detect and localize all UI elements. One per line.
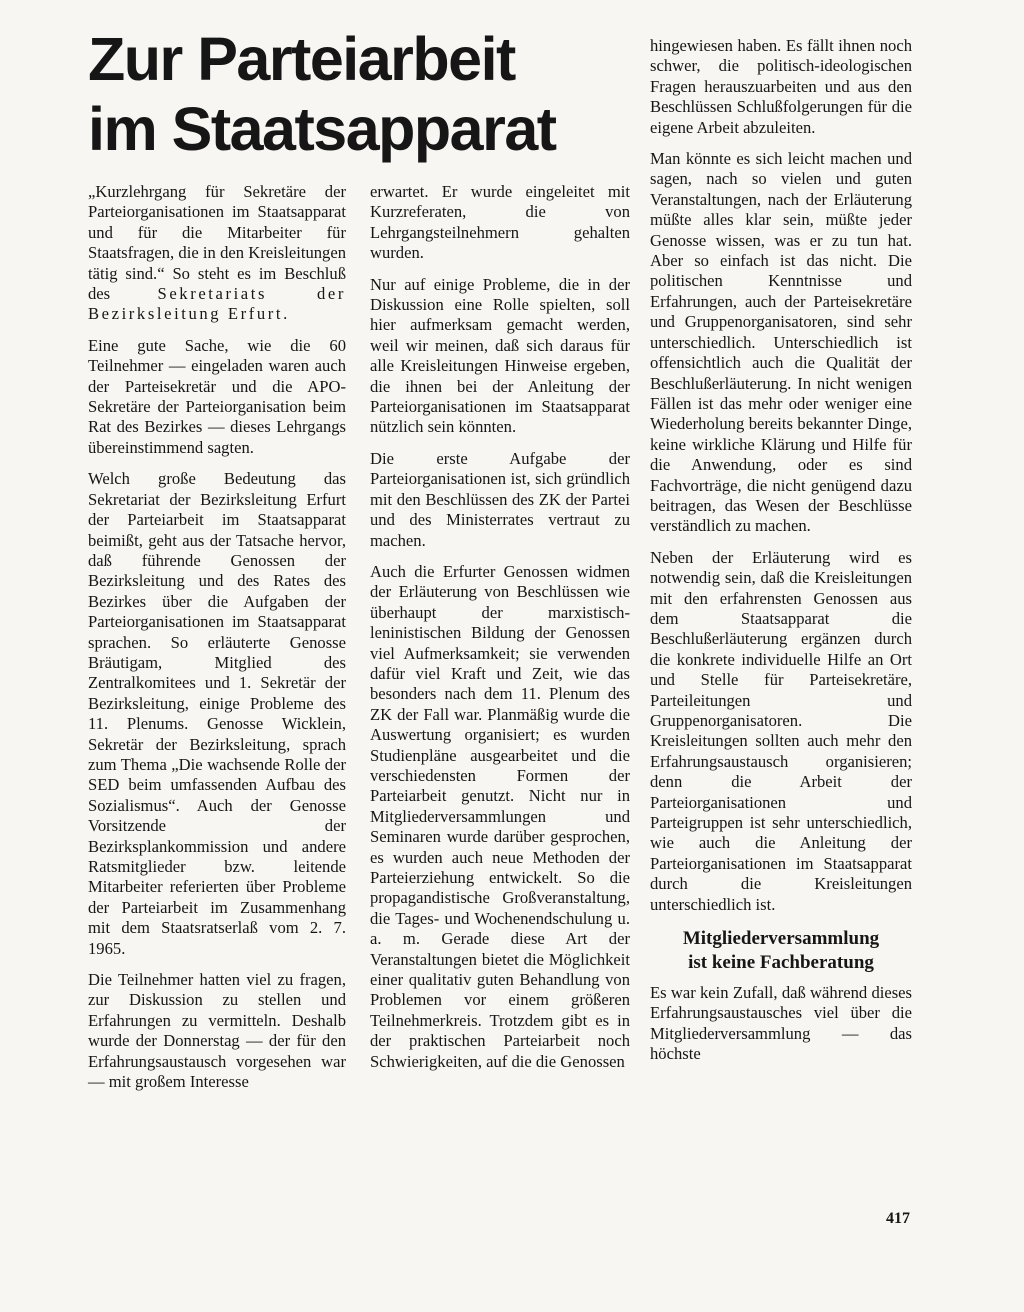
paragraph-text: „Kurzlehrgang für Sekretäre der Parteiorganisationen im Staatsapparat und für die Mitarbeiter für Staatsfragen, die in den Kreisleitungen tätig sind.“ So steht es im Beschluß des xyxy=(88,182,346,304)
paragraph: Nur auf einige Probleme, die in der Diskussion eine Rolle spielten, soll hier aufmerksam gemacht werden, weil wir meinen, daß sich daraus für alle Kreisleitungen Hinweise ergeben, die ihnen bei der Anleitung der Parteiorganisationen im Staatsapparat nützlich sein könnten. xyxy=(370,274,630,437)
subheading-line-1: Mitgliederversammlung xyxy=(682,928,880,950)
article-title-line-2: im Staatsapparat xyxy=(88,95,556,163)
paragraph: Die Teilnehmer hatten viel zu fragen, zur Diskussion zu stellen und Erfahrungen zu vermitteln. Deshalb wurde der Donnerstag — der für den Erfahrungsaustausch vorgesehen war — mit großem Interesse xyxy=(88,970,346,1092)
paragraph: hingewiesen haben. Es fällt ihnen noch schwer, die politisch-ideologischen Fragen herauszuarbeiten und aus den Beschlüssen Schlußfolgerungen für die eigene Arbeit abzuleiten. xyxy=(650,36,912,137)
spaced-emphasis: Sekretariats der Bezirksleitung Erfurt xyxy=(88,284,346,324)
paragraph: Man könnte es sich leicht machen und sagen, nach so vielen und guten Veranstaltungen, nach der Erläuterung müßte alles klar sein, müßte jeder Genosse wissen, was er zu tun hat. Aber so einfach ist das nicht. Die politischen Kenntnisse und Erfahrungen, auch der Parteisekretäre und Gruppenorganisatoren, sind sehr unterschiedlich. Unterschiedlich ist offensichtlich auch die Qualität der Beschlußerläuterung. In nicht wenigen Fällen ist das mehr oder weniger eine Wiederholung bereits bekannter Dinge, keine wirkliche Klärung und Hilfe für die Anwendung, oder es sind Fachvorträge, die nicht genügend dazu beitragen, das Wesen der Beschlüsse verständlich zu machen. xyxy=(650,149,912,536)
page-number: 417 xyxy=(886,1210,910,1227)
paragraph: Neben der Erläuterung wird es notwendig sein, daß die Kreisleitungen mit den erfahrensten Genossen aus dem Staatsapparat die Beschlußerläuterung ergänzen durch die konkrete individuelle Hilfe an Ort und Stelle für Parteisekretäre, Parteileitungen und Gruppenorganisatoren. Die Kreisleitungen sollten auch mehr den Erfahrungsaustausch organisieren; denn die Arbeit der Parteiorganisationen und Parteigruppen ist sehr unterschiedlich, wie auch die Anleitung der Parteiorganisationen im Staatsapparat durch die Kreisleitungen unterschiedlich ist. xyxy=(650,547,912,914)
paragraph: Auch die Erfurter Genossen widmen der Erläuterung von Beschlüssen wie überhaupt der marxistisch-leninistischen Bildung der Genossen viel Aufmerksamkeit; sie verwenden dafür viel Kraft und Zeit, wie das besonders nach dem 11. Plenum des ZK der Fall war. Planmäßig wurde die Auswertung organisiert; es wurden Studienpläne ausgearbeitet und die verschiedensten Formen der Parteiarbeit genutzt. Nicht nur in Mitgliederversammlungen und Seminaren wurde darüber gesprochen, es wurden auch neue Methoden der Parteierziehung entwickelt. So die propagandistische Großveranstaltung, die Tages- und Wochenendschulung u. a. m. Gerade diese Art der Veranstaltungen bietet die Möglichkeit einer qualitativ guten Behandlung von Problemen vor einem größeren Teilnehmerkreis. Trotzdem gibt es in der praktischen Parteiarbeit noch Schwierigkeiten, auf die die Genossen xyxy=(370,561,630,1071)
paragraph xyxy=(88,182,346,325)
text-column-1 xyxy=(88,182,346,1103)
article-title xyxy=(88,24,628,164)
section-subheading xyxy=(650,927,912,975)
paragraph: Die erste Aufgabe der Parteiorganisationen ist, sich gründlich mit den Beschlüssen des ZK der Partei und des Ministerrates vertraut zu machen. xyxy=(370,448,630,550)
subheading-line-2: ist keine Fachberatung xyxy=(688,952,874,974)
text-column-2 xyxy=(370,182,630,1083)
text-column-3 xyxy=(650,36,912,1076)
paragraph: erwartet. Er wurde eingeleitet mit Kurzreferaten, die von Lehrgangsteilnehmern gehalten wurden. xyxy=(370,182,630,263)
paragraph: Welch große Bedeutung das Sekretariat der Bezirksleitung Erfurt der Parteiarbeit im Staatsapparat beimißt, geht aus der Tatsache hervor, daß führende Genossen der Bezirksleitung und des Rates des Bezirkes über die Aufgaben der Parteiorganisationen im Staatsapparat sprachen. So erläuterte Genosse Bräutigam, Mitglied des Zentralkomitees und 1. Sekretär der Bezirksleitung, einige Probleme des 11. Plenums. Genosse Wicklein, Sekretär der Bezirksleitung, sprach zum Thema „Die wachsende Rolle der SED beim umfassenden Aufbau des Sozialismus“. Auch der Genosse Vorsitzende der Bezirksplankommission und andere Ratsmitglieder bzw. leitende Mitarbeiter referierten über Probleme der Parteiarbeit im Zusammenhang mit dem Staatsratserlaß vom 2. 7. 1965. xyxy=(88,469,346,958)
paragraph: Es war kein Zufall, daß während dieses Erfahrungsaustausches viel über die Mitgliederversammlung — das höchste xyxy=(650,983,912,1064)
article-title-line-1: Zur Parteiarbeit xyxy=(88,25,515,93)
paragraph-text: . xyxy=(283,304,288,324)
paragraph: Eine gute Sache, wie die 60 Teilnehmer — eingeladen waren auch der Parteisekretär und die APO-Sekretäre der Parteiorganisation beim Rat des Bezirkes — dieses Lehrgangs übereinstimmend sagten. xyxy=(88,335,346,457)
